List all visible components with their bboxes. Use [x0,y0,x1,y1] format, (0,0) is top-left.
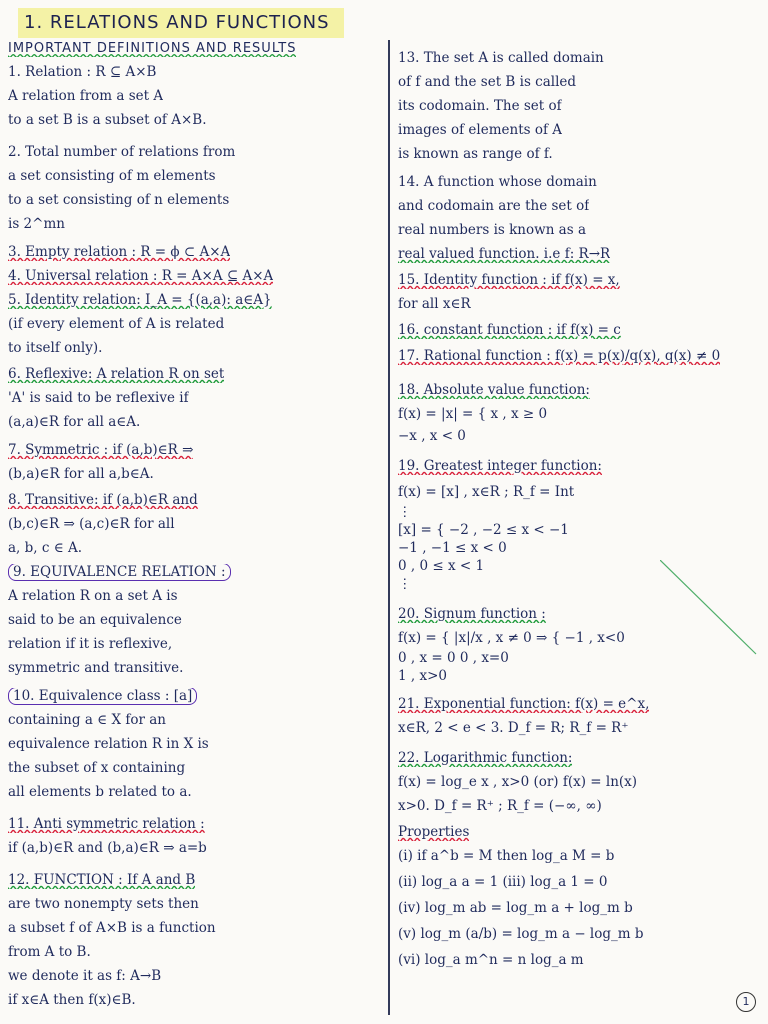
note-line: (b,a)∈R for all a,b∈A. [8,466,154,482]
note-line: from A to B. [8,944,91,960]
note-line: 7. Symmetric : if (a,b)∈R ⇒ [8,442,194,458]
note-line: is known as range of f. [398,146,553,162]
note-line: 13. The set A is called domain [398,50,604,66]
note-line: −x , x < 0 [398,428,466,444]
note-line: (ii) log_a a = 1 (iii) log_a 1 = 0 [398,874,608,890]
note-line: (i) if a^b = M then log_a M = b [398,848,615,864]
note-line: 6. Reflexive: A relation R on set [8,366,225,382]
note-line [8,564,231,581]
note-line: 'A' is said to be reflexive if [8,390,189,406]
note-line: (vi) log_a m^n = n log_a m [398,952,584,968]
note-line: images of elements of A [398,122,563,138]
note-line: for all x∈R [398,296,471,312]
note-line: to a set B is a subset of A×B. [8,112,207,128]
note-line: if (a,b)∈R and (b,a)∈R ⇒ a=b [8,840,207,856]
page-number: 1 [736,992,756,1012]
note-line: of f and the set B is called [398,74,577,90]
note-line: (v) log_m (a/b) = log_m a − log_m b [398,926,644,942]
note-line [8,688,197,705]
note-line: a subset f of A×B is a function [8,920,216,936]
note-line: relation if it is reflexive, [8,636,173,652]
note-line: Properties [398,824,470,840]
note-line: 0 , x = 0 0 , x=0 [398,650,509,666]
note-line: 5. Identity relation: I_A = {(a,a): a∈A} [8,292,272,308]
note-line: 17. Rational function : f(x) = p(x)/q(x), q(x) ≠ 0 [398,348,721,364]
note-line: x∈R, 2 < e < 3. D_f = R; R_f = R⁺ [398,720,629,736]
note-line: to a set consisting of n elements [8,192,230,208]
note-line: real numbers is known as a [398,222,586,238]
note-line: 8. Transitive: if (a,b)∈R and [8,492,198,508]
note-line: (iv) log_m ab = log_m a + log_m b [398,900,633,916]
note-line: 22. Logarithmic function: [398,750,573,766]
note-line: its codomain. The set of [398,98,562,114]
note-line: equivalence relation R in X is [8,736,209,752]
note-line: 19. Greatest integer function: [398,458,602,474]
note-line: (b,c)∈R ⇒ (a,c)∈R for all [8,516,175,532]
note-line: to itself only). [8,340,103,356]
note-line: [x] = { −2 , −2 ≤ x < −1 [398,522,569,538]
note-line: and codomain are the set of [398,198,590,214]
note-line: ⋮ [398,576,412,592]
note-line: 3. Empty relation : R = ϕ ⊂ A×A [8,244,231,260]
note-line: f(x) = { |x|/x , x ≠ 0 ⇒ { −1 , x<0 [398,630,625,646]
note-line: 1. Relation : R ⊆ A×B [8,64,157,80]
note-line: 14. A function whose domain [398,174,597,190]
note-line: A relation from a set A [8,88,164,104]
note-line: 11. Anti symmetric relation : [8,816,205,832]
note-line: (if every element of A is related [8,316,225,332]
boxed-term: 9. EQUIVALENCE RELATION : [8,564,231,581]
note-line: a, b, c ∈ A. [8,540,83,556]
note-line: 4. Universal relation : R = A×A ⊆ A×A [8,268,274,284]
note-line: a set consisting of m elements [8,168,216,184]
note-line: A relation R on a set A is [8,588,178,604]
note-line: we denote it as f: A→B [8,968,162,984]
note-line: 2. Total number of relations from [8,144,236,160]
note-line: 15. Identity function : if f(x) = x, [398,272,620,288]
page-title: 1. RELATIONS AND FUNCTIONS [18,8,344,38]
note-line: symmetric and transitive. [8,660,184,676]
note-line: 0 , 0 ≤ x < 1 [398,558,485,574]
green-pen-stroke [660,560,760,660]
note-line: 21. Exponential function: f(x) = e^x, [398,696,650,712]
note-line: f(x) = log_e x , x>0 (or) f(x) = ln(x) [398,774,638,790]
note-line: is 2^mn [8,216,65,232]
note-line: −1 , −1 ≤ x < 0 [398,540,507,556]
note-line: f(x) = |x| = { x , x ≥ 0 [398,406,548,422]
note-line: 12. FUNCTION : If A and B [8,872,196,888]
note-line: all elements b related to a. [8,784,192,800]
note-line: x>0. D_f = R⁺ ; R_f = (−∞, ∞) [398,798,602,814]
note-line: 16. constant function : if f(x) = c [398,322,621,338]
note-line: f(x) = [x] , x∈R ; R_f = Int [398,484,575,500]
note-line: real valued function. i.e f: R→R [398,246,611,262]
note-line: ⋮ [398,504,412,520]
note-line: are two nonempty sets then [8,896,199,912]
boxed-term: 10. Equivalence class : [a] [8,688,197,705]
note-line: 1 , x>0 [398,668,447,684]
note-line: containing a ∈ X for an [8,712,166,728]
column-divider [388,40,390,1015]
note-line: the subset of x containing [8,760,186,776]
section-heading: IMPORTANT DEFINITIONS AND RESULTS [8,41,297,56]
note-line: if x∈A then f(x)∈B. [8,992,136,1008]
note-line: said to be an equivalence [8,612,182,628]
note-line: 20. Signum function : [398,606,546,622]
note-line: (a,a)∈R for all a∈A. [8,414,141,430]
note-line: 18. Absolute value function: [398,382,590,398]
